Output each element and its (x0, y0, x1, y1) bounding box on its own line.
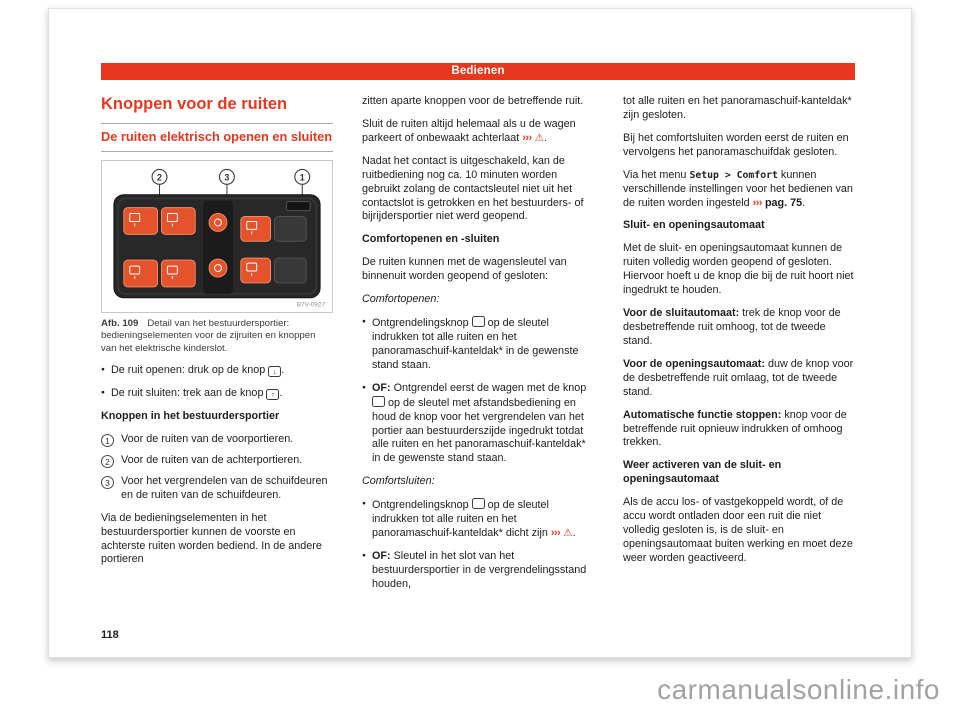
list-item (101, 433, 333, 447)
figure-window-controls (101, 160, 333, 313)
child-lock-switch (286, 202, 310, 211)
menu-path-setup: Setup (689, 169, 719, 181)
bullet-item (362, 550, 594, 592)
callout-2 (152, 169, 167, 184)
page-reference: pag. 75 (764, 196, 803, 209)
subheading: Sluit- en openingsautomaat (623, 219, 765, 232)
content-columns (101, 95, 855, 601)
bold-lead: OF: (372, 381, 391, 394)
list-item (101, 454, 333, 468)
bullet-text: Sleutel in het slot van het bestuurdersportier in de vergrendelingsstand houden, (372, 549, 587, 590)
key-unlock-button-icon (372, 396, 385, 407)
bullet-text: Ontgrendel eerst de wagen met de knop (390, 381, 587, 394)
paragraph-text-end: . (802, 196, 806, 209)
paragraph-text: Via het menu (623, 168, 690, 181)
warning-icon: ⚠ (534, 131, 544, 144)
section-subtitle: De ruiten elektrisch openen en sluiten (101, 123, 333, 152)
column-middle (362, 95, 594, 601)
list-item (101, 475, 333, 503)
callout-1-number: 1 (299, 172, 305, 183)
figure-caption-text: Detail van het bestuurdersportier: bedieningselementen voor de zijruiten en knoppen van het elektrische kinderslot. (101, 317, 316, 354)
window-controls-illustration (102, 161, 332, 312)
manual-page (48, 8, 912, 658)
bullet-text: op de sleutel indrukken tot alle ruiten en het panoramaschuif-kanteldak* in de gewenste stand staan. (372, 317, 579, 371)
cross-reference-arrows: ››› (752, 196, 762, 209)
list-item-text: Voor het vergrendelen van de schuifdeuren en de ruiten van de schuifdeuren. (121, 474, 328, 501)
bold-lead: Voor de sluitautomaat: (623, 307, 740, 320)
bullet-text: De ruit openen: druk op de knop (111, 364, 269, 377)
paragraph (362, 118, 594, 146)
paragraph: Met de sluit- en openingsautomaat kunnen de ruiten volledig worden geopend of gesloten. Hiervoor hoeft u de knop die bij de ruit hoort niet ingedrukt te houden. (623, 242, 854, 297)
paragraph: Bij het comfortsluiten worden eerst de ruiten en vervolgens het panoramaschuifdak gesloten. (623, 131, 849, 158)
menu-path-comfort: Comfort (736, 169, 778, 181)
bullet-item (101, 364, 333, 378)
subheading: Weer activeren van de sluit- en openingsautomaat (623, 459, 782, 486)
bold-lead: Voor de openingsautomaat: (623, 357, 765, 370)
cross-reference-arrows: ››› (550, 527, 561, 540)
bullet-item (362, 382, 594, 467)
italic-label: Comfortopenen: (362, 293, 440, 306)
bold-lead: Automatische functie stoppen: (623, 408, 782, 421)
callout-2-number: 2 (157, 172, 162, 183)
paragraph: zitten aparte knoppen voor de betreffende ruit. (362, 95, 584, 107)
paragraph (623, 307, 855, 349)
bullet-text-end: . (279, 386, 283, 399)
italic-label: Comfortsluiten: (362, 475, 435, 488)
paragraph-text-end: . (543, 131, 547, 144)
section-header (101, 63, 855, 80)
bullet-item (362, 316, 594, 373)
paragraph-text: duw de knop voor de desbetreffende ruit omlaag, tot de tweede stand. (623, 357, 854, 398)
paragraph-text: trek de knop voor de desbetreffende ruit omhoog, tot de tweede stand. (623, 307, 841, 347)
paragraph: Nadat het contact is uitgeschakeld, kan de ruitbediening nog ca. 10 minuten worden gebruikt zolang de contactsleutel niet uit het contactslot is getrokken en het bestuurders- of bijrijdersportier niet werd geopend. (362, 154, 584, 223)
bullet-text-end: . (281, 364, 285, 377)
paragraph (623, 358, 855, 400)
subheading: Knoppen in het bestuurdersportier (101, 409, 280, 422)
page-number: 118 (101, 629, 119, 641)
figure-caption (101, 318, 333, 355)
cross-reference-arrows: ››› (522, 131, 532, 144)
bullet-text: Ontgrendelingsknop (372, 317, 472, 330)
paragraph (623, 409, 855, 451)
callout-3 (219, 169, 234, 184)
paragraph-text: Sluit de ruiten altijd helemaal als u de wagen parkeert of onbewaakt achterlaat (362, 117, 576, 144)
section-header-label: Bedienen (451, 65, 505, 77)
watermark: carmanualsonline.info (657, 674, 940, 705)
door-control-panel (114, 195, 320, 298)
bullet-text: op de sleutel met afstandsbediening en houd de knop voor het vergrendelen van het portier aan bestuurderszijde ingedrukt totdat alle ruiten en het panoramaschuif-kanteldak* in de gewenste stand staan. (372, 396, 586, 465)
callout-ref-1: 1 (101, 434, 114, 447)
paragraph (623, 169, 855, 211)
paragraph-text: kunnen verschillende instellingen voor het bedienen van de ruiten worden ingesteld (623, 168, 853, 209)
list-item-text: Voor de ruiten van de voorportieren. (121, 432, 294, 445)
bullet-text: Ontgrendelingsknop (372, 499, 472, 512)
list-item-text: Voor de ruiten van de achterportieren. (121, 453, 303, 466)
column-left (101, 95, 333, 601)
window-open-button-icon: ↓ (268, 366, 281, 377)
warning-icon: ⚠ (563, 527, 573, 540)
paragraph: De ruiten kunnen met de wagensleutel van binnenuit worden geopend of gesloten: (362, 256, 567, 283)
figure-caption-label: Afb. 109 (101, 317, 139, 329)
bullet-text: op de sleutel indrukken tot alle ruiten en het panoramaschuif-kanteldak* dicht zijn (372, 499, 551, 540)
callout-ref-2: 2 (101, 455, 114, 468)
bullet-text: De ruit sluiten: trek aan de knop (111, 386, 267, 399)
bullet-item (362, 498, 594, 541)
paragraph: Via de bedieningselementen in het bestuurdersportier kunnen de voorste en achterste ruiten worden bediend. In de andere portieren (101, 511, 322, 566)
paragraph: Als de accu los- of vastgekoppeld wordt, of de accu wordt ontladen door een ruit die niet volledig gesloten is, is de sluit- en openingsautomaat buiten werking en moet deze weer worden geactiveerd. (623, 496, 853, 564)
callout-3-number: 3 (224, 172, 230, 183)
paragraph-text: knop voor de betreffende ruit opnieuw indrukken of omhoog trekken. (623, 408, 847, 449)
bullet-item (101, 387, 333, 401)
window-close-button-icon: ↑ (266, 389, 279, 400)
subheading: Comfortopenen en -sluiten (362, 233, 500, 246)
paragraph: tot alle ruiten en het panoramaschuif-kanteldak* zijn gesloten. (623, 95, 852, 121)
bullet-text-end: . (572, 527, 576, 540)
menu-path-separator: > (718, 169, 737, 181)
figure-code: B7V-0927 (296, 301, 326, 309)
callout-1 (295, 169, 310, 184)
key-unlock-button-icon (472, 316, 485, 327)
column-right (623, 95, 855, 601)
callout-ref-3: 3 (101, 476, 114, 489)
article-title: Knoppen voor de ruiten (101, 95, 288, 113)
key-lock-button-icon (472, 498, 485, 509)
bold-lead: OF: (372, 549, 391, 562)
